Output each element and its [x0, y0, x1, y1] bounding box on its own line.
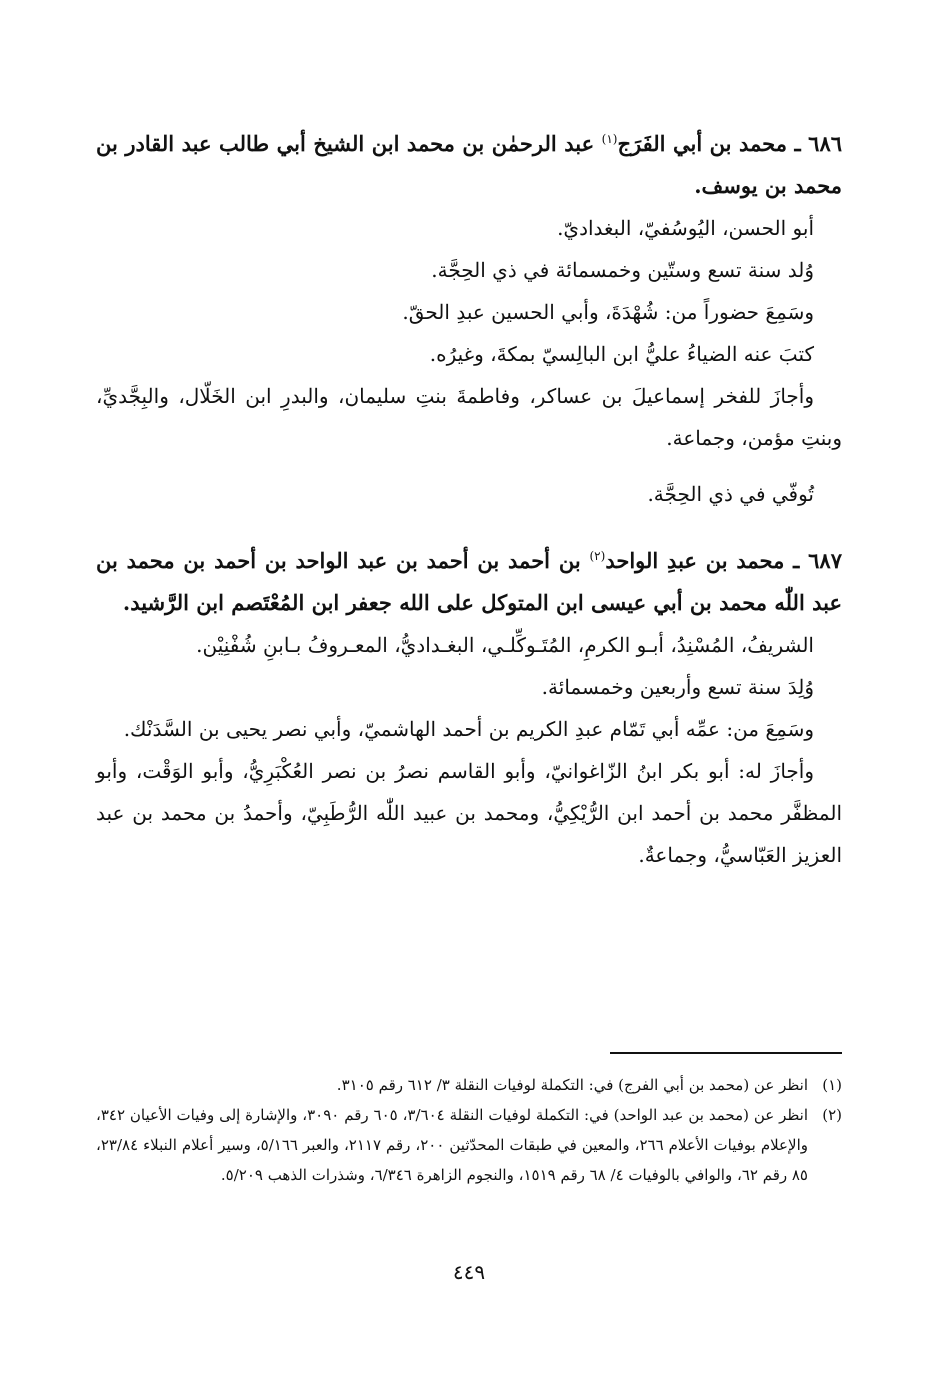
- footnote-item: [96, 1100, 842, 1190]
- footnote-marker[interactable]: (٢): [589, 549, 606, 563]
- main-text: [96, 118, 842, 876]
- entry-line: أبو الحسن، اليُوسُفيّ، البغداديّ.: [557, 216, 814, 240]
- entry-line: تُوفّي في ذي الحِجَّة.: [647, 482, 814, 506]
- page-number: ٤٤٩: [452, 1260, 486, 1284]
- entry-line: الشريفُ، المُسْنِدُ، أبـو الكرمِ، المُتَـوكِّلـي، البغـداديُّ، المعـروفُ بـابنِ شُفْنِيْن.: [196, 633, 814, 657]
- footnotes: [96, 1070, 842, 1190]
- footnote-text: انظر عن (محمد بن أبي الفرج) في: التكملة لوفيات النقلة ٣/ ٦١٢ رقم ٣١٠٥.: [336, 1076, 808, 1094]
- footnote-number: (٢): [822, 1106, 842, 1124]
- entry-line: وأجازَ للفخر إسماعيلَ بن عساكر، وفاطمةَ بنتِ سليمان، والبدرِ ابن الخَلّال، والبِجَّديِّ، وبنتِ مؤمن، وجماعة.: [96, 384, 842, 450]
- entry-line: وأجازَ له: أبو بكر ابنُ الزّاغوانيّ، وأبو القاسم نصرُ بن نصر العُكْبَرِيُّ، وأبو الوَقْت، وأبو المظفَّر محمد بن أحمد ابن الرُّيْكِيُّ، ومحمد بن عبيد اللّٰه الرُّطَبِيّ، وأحمدُ بن محمد بن عبد العزيز العَبّاسيُّ، وجماعةٌ.: [96, 759, 842, 867]
- entry-line: وُلد سنة تسع وستّين وخمسمائة في ذي الحِجَّة.: [431, 258, 814, 282]
- footnote-marker[interactable]: (١): [601, 132, 618, 146]
- entry-line: وُلِدَ سنة تسع وأربعين وخمسمائة.: [541, 675, 814, 699]
- entry-heading-rest: بن أحمد بن أحمد بن عبد الواحد بن أحمد بن محمد بن عبد اللّٰه محمد بن أبي عيسى ابن المتوكل على الله جعفر ابن المُعْتَصم ابن الرَّشيد.: [96, 548, 842, 615]
- entry-heading-rest: عبد الرحمٰن بن محمد ابن الشيخ أبي طالب عبد القادر بن محمد بن يوسف.: [96, 131, 842, 198]
- entry-line: وسَمِعَ حضوراً من: شُهْدَةَ، وأبي الحسين عبدِ الحقّ.: [402, 300, 814, 324]
- entry-line: وسَمِعَ من: عمِّه أبي تَمّام عبدِ الكريم بن أحمد الهاشميّ، وأبي نصر يحيى بن السَّدَنْك.: [123, 717, 814, 741]
- entry-heading-start: ٦٨٧ ـ محمد بن عبدِ الواحد: [605, 548, 842, 573]
- footnote-divider: [610, 1052, 842, 1054]
- entry-line: كتبَ عنه الضياءُ عليُّ ابن البالِسيّ بمكةَ، وغيرُه.: [429, 342, 814, 366]
- entry-heading-start: ٦٨٦ ـ محمد بن أبي الفَرَج: [617, 131, 843, 156]
- footnote-number: (١): [822, 1076, 842, 1094]
- footnote-text: انظر عن (محمد بن عبد الواحد) في: التكملة لوفيات النقلة ٣/٦٠٤، ٦٠٥ رقم ٣٠٩٠، والإشارة إلى وفيات الأعيان ٣٤٢، والإعلام بوفيات الأعلام ٢٦٦، والمعين في طبقات المحدّثين ٢٠٠، رقم ٢١١٧، والعبر ٥/١٦٦، وسير أعلام النبلاء ٢٣/٨٤، ٨٥ رقم ٦٢، والوافي بالوفيات ٤/ ٦٨ رقم ١٥١٩، والنجوم الزاهرة ٦/٣٤٦، وشذرات الذهب ٥/٢٠٩.: [96, 1106, 809, 1184]
- entry-heading: [96, 535, 842, 624]
- footnote-item: [96, 1070, 842, 1100]
- entry-heading: [96, 118, 842, 207]
